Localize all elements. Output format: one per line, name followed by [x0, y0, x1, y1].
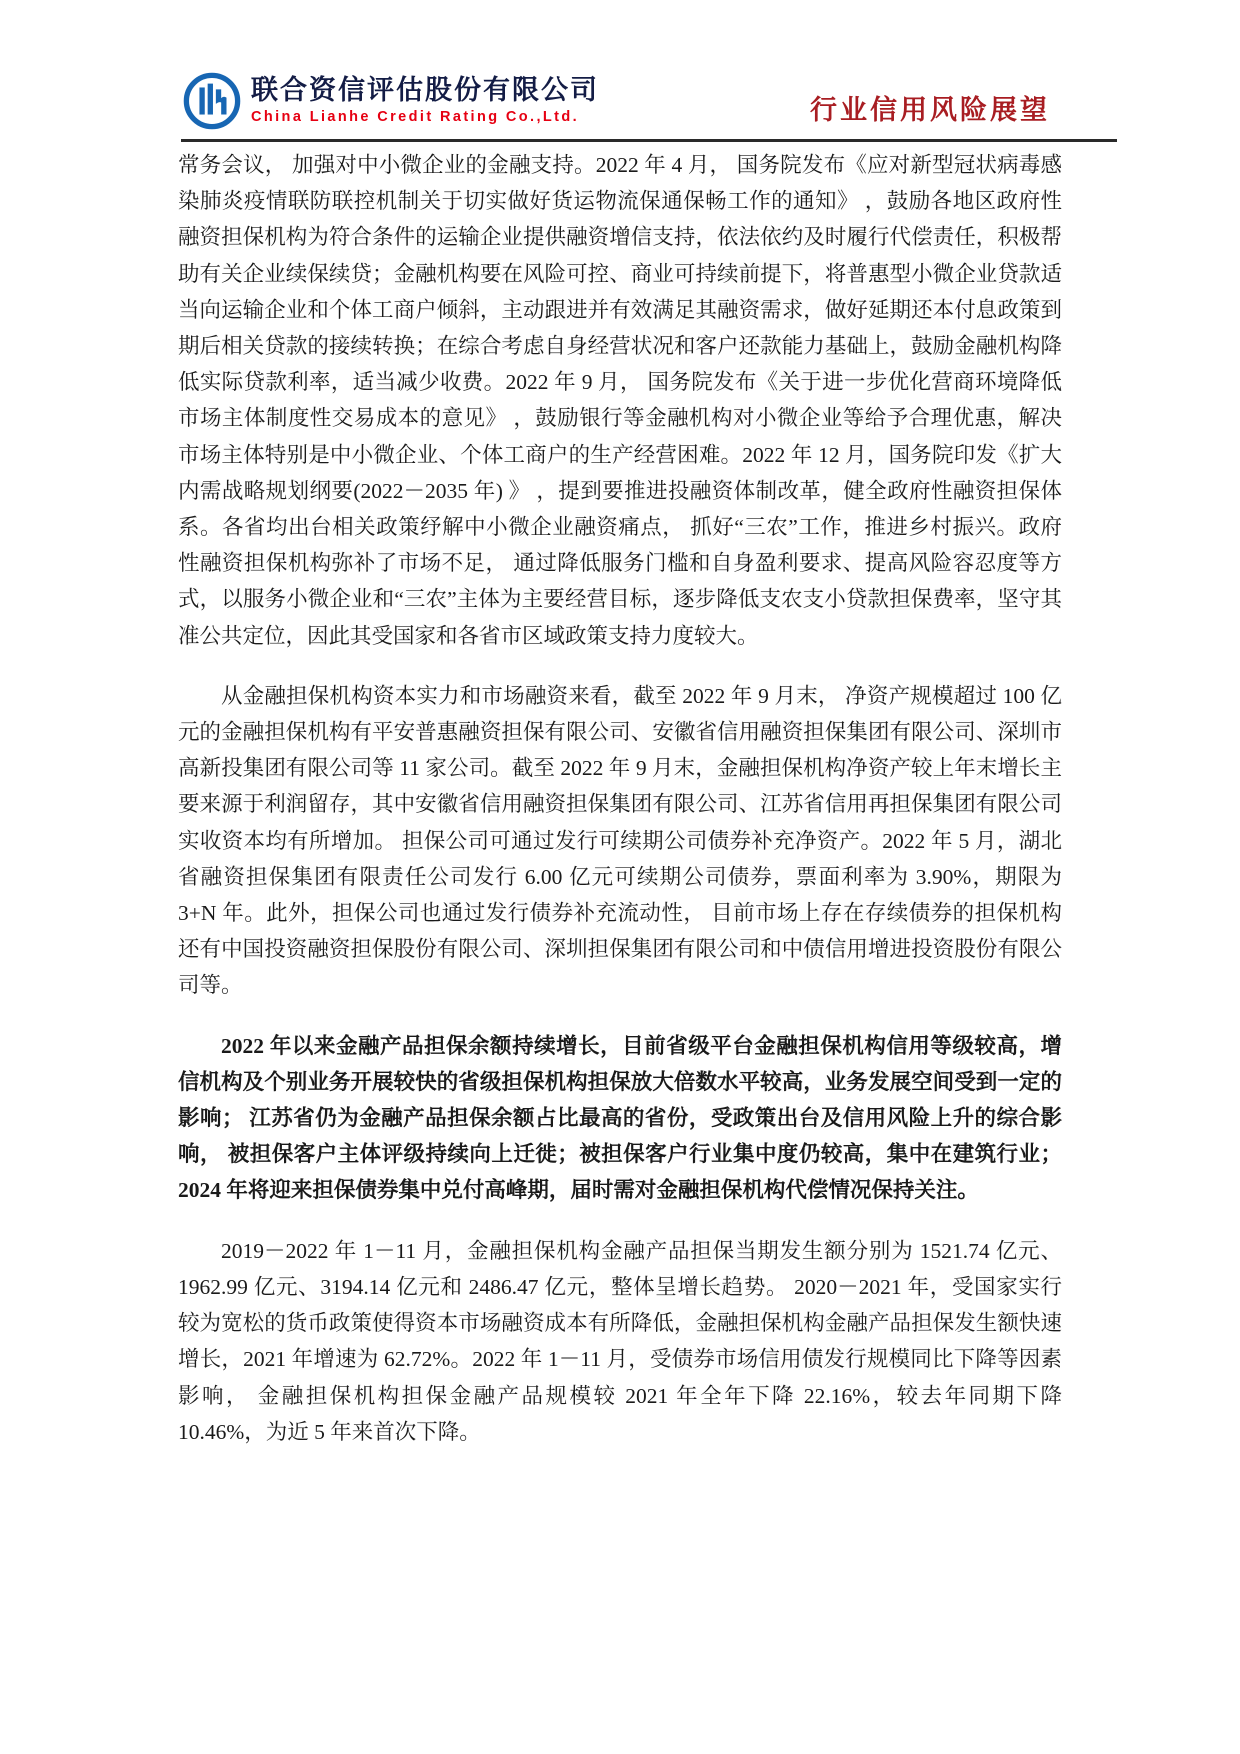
header-divider-line — [181, 139, 1117, 142]
body-paragraph-4: 2019－2022 年 1－11 月，金融担保机构金融产品担保当期发生额分别为 1521.74 亿元、1962.99 亿元、3194.14 亿元和 2486.47 亿元，整体呈增长趋势。 2020－2021 年，受国家实行较为宽松的货币政策使得资本市场融资成本有所降低，金融担保机构金融产品担保发生额快速增长，2021 年增速为 62.72%。2022 年 1－11 月，受债券市场信用债发行规模同比下降等因素影响， 金融担保机构担保金融产品规模较 2021 年全年下降 22.16%，较去年同期下降 10.46%，为近 5 年来首次下降。 — [178, 1238, 1062, 1444]
body-paragraph-2: 从金融担保机构资本实力和市场融资来看，截至 2022 年 9 月末， 净资产规模超过 100 亿元的金融担保机构有平安普惠融资担保有限公司、安徽省信用融资担保集团有限公司、深圳市高新投集团有限公司等 11 家公司。截至 2022 年 9 月末，金融担保机构净资产较上年末增长主要来源于利润留存，其中安徽省信用融资担保集团有限公司、江苏省信用再担保集团有限公司实收资本均有所增加。 担保公司可通过发行可续期公司债券补充净资产。2022 年 5 月，湖北省融资担保集团有限责任公司发行 6.00 亿元可续期公司债券，票面利率为 3.90%，期限为 3+N 年。此外，担保公司也通过发行债券补充流动性， 目前市场上存在存续债券的担保机构还有中国投资融资担保股份有限公司、深圳担保集团有限公司和中债信用增进投资股份有限公司等。 — [178, 683, 1062, 998]
report-section-tagline: 行业信用风险展望 — [810, 95, 1050, 125]
company-name-english: China Lianhe Credit Rating Co.,Ltd. — [251, 109, 580, 125]
body-paragraph-1: 常务会议， 加强对中小微企业的金融支持。2022 年 4 月， 国务院发布《应对新型冠状病毒感染肺炎疫情联防联控机制关于切实做好货运物流保通保畅工作的通知》 ，鼓励各地区政府性融资担保机构为符合条件的运输企业提供融资增信支持，依法依约及时履行代偿责任，积极帮助有关企业续保续贷；金融机构要在风险可控、商业可持续前提下，将普惠型小微企业贷款适当向运输企业和个体工商户倾斜，主动跟进并有效满足其融资需求，做好延期还本付息政策到期后相关贷款的接续转换；在综合考虑自身经营状况和客户还款能力基础上，鼓励金融机构降低实际贷款利率，适当减少收费。2022 年 9 月， 国务院发布《关于进一步优化营商环境降低市场主体制度性交易成本的意见》 ，鼓励银行等金融机构对小微企业等给予合理优惠，解决市场主体特别是中小微企业、个体工商户的生产经营困难。2022 年 12 月，国务院印发《扩大内需战略规划纲要(2022－2035 年) 》 ，提到要推进投融资体制改革，健全政府性融资担保体系。各省均出台相关政策纾解中小微企业融资痛点， 抓好“三农”工作，推进乡村振兴。政府性融资担保机构弥补了市场不足， 通过降低服务门槛和自身盈利要求、提高风险容忍度等方式，以服务小微企业和“三农”主体为主要经营目标，逐步降低支农支小贷款担保费率，坚守其准公共定位，因此其受国家和各省市区域政策支持力度较大。 — [178, 153, 1062, 648]
page-header — [0, 0, 1240, 145]
body-paragraph-3-bold-summary: 2022 年以来金融产品担保余额持续增长，目前省级平台金融担保机构信用等级较高，增信机构及个别业务开展较快的省级担保机构担保放大倍数水平较高，业务发展空间受到一定的影响； 江苏省仍为金融产品担保余额占比最高的省份，受政策出台及信用风险上升的综合影响， 被担保客户主体评级持续向上迁徙；被担保客户行业集中度仍较高，集中在建筑行业；2024 年将迎来担保债券集中兑付高峰期，届时需对金融担保机构代偿情况保持关注。 — [178, 1033, 1062, 1203]
document-body — [178, 147, 1062, 1474]
company-name-chinese: 联合资信评估股份有限公司 — [251, 75, 599, 105]
lianhe-circle-lh-monogram-icon — [183, 72, 241, 130]
logo-text-block — [251, 72, 599, 126]
company-logo — [183, 72, 599, 130]
